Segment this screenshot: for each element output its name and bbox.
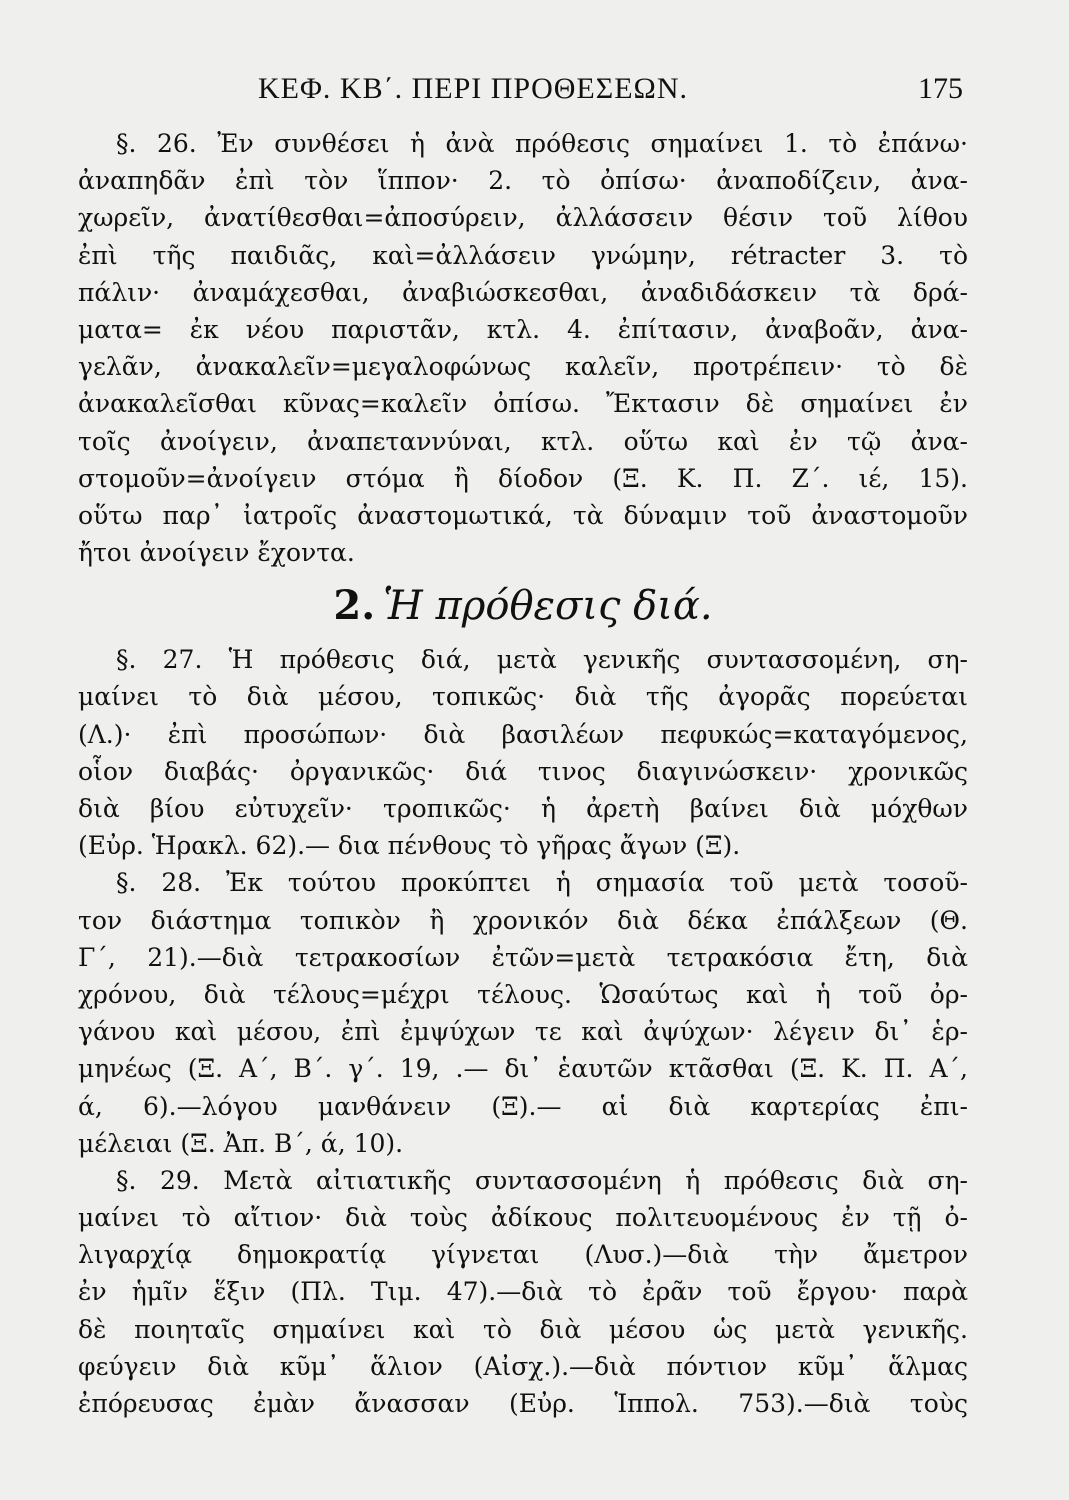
page-body <box>78 125 968 1422</box>
text-line: §. 29. Μετὰ αἰτιατικῆς συντασσομένη ἡ πρόθεσις διὰ ση- <box>116 1165 968 1195</box>
section-heading <box>78 571 968 641</box>
text-line: φεύγειν διὰ κῦμ᾽ ἅλιον (Αἰσχ.).—διὰ πόντιον κῦμ᾽ ἅλμας <box>78 1351 968 1381</box>
text-line: στομοῦν=ἀνοίγειν στόμα ἢ δίοδον (Ξ. Κ. Π. Ζ΄. ιέ, 15). <box>78 463 968 493</box>
chapter-title: ΚΕΦ. ΚΒ΄. ΠΕΡΙ ΠΡΟΘΕΣΕΩΝ. <box>258 72 688 105</box>
text-line: διὰ βίου εὐτυχεῖν· τροπικῶς· ἡ ἀρετὴ βαίνει διὰ μόχθων <box>78 794 968 823</box>
text-line: χρόνου, διὰ τέλους=μέχρι τέλους. Ὡσαύτως καὶ ἡ τοῦ ὀρ- <box>78 979 968 1009</box>
text-line: §. 26. Ἐν συνθέσει ἡ ἀνὰ πρόθεσις σημαίνει 1. τὸ ἐπάνω· <box>116 129 968 158</box>
text-line: ἐπὶ τῆς παιδιᾶς, καὶ=ἀλλάσειν γνώμην, rétracter 3. τὸ <box>78 240 968 270</box>
text-line: ά, 6).—λόγου μανθάνειν (Ξ).— αἱ διὰ καρτερίας ἐπι- <box>78 1091 968 1121</box>
text-line: ἀνακαλεῖσθαι κῦνας=καλεῖν ὀπίσω. Ἔκτασιν δὲ σημαίνει ἐν <box>78 389 968 419</box>
text-line: (Λ.)· ἐπὶ προσώπων· διὰ βασιλέων πεφυκώς=καταγόμενος, <box>78 719 968 749</box>
text-line: μέλειαι (Ξ. Ἀπ. Β΄, ά, 10). <box>78 1128 404 1158</box>
text-line: ματα= ἐκ νέου παριστᾶν, κτλ. 4. ἐπίτασιν, ἀναβοᾶν, ἀνα- <box>78 314 968 344</box>
text-line: γάνου καὶ μέσου, ἐπὶ ἐμψύχων τε καὶ ἀψύχων· λέγειν δι᾽ ἑρ- <box>78 1017 968 1047</box>
paragraph-29 <box>78 1162 968 1422</box>
text-line: πάλιν· ἀναμάχεσθαι, ἀναβιώσκεσθαι, ἀναδιδάσκειν τὰ δρά- <box>78 277 968 307</box>
text-line: λιγαρχίᾳ δημοκρατίᾳ γίγνεται (Λυσ.)—διὰ τὴν ἄμετρον <box>78 1240 968 1270</box>
text-line: Γ΄, 21).—διὰ τετρακοσίων ἐτῶν=μετὰ τετρακόσια ἔτη, διὰ <box>78 942 968 972</box>
text-line: μαίνει τὸ διὰ μέσου, τοπικῶς· διὰ τῆς ἀγορᾶς πορεύεται <box>78 682 968 712</box>
text-line: ἐπόρευσας ἐμὰν ἄνασσαν (Εὐρ. Ἱππολ. 753).—διὰ τοὺς <box>78 1389 968 1418</box>
text-line: μηνέως (Ξ. Α΄, Β΄. γ΄. 19, .— δι᾽ ἑαυτῶν κτᾶσθαι (Ξ. Κ. Π. Α΄, <box>78 1054 968 1084</box>
running-header <box>78 72 963 112</box>
text-line: §. 27. Ἡ πρόθεσις διά, μετὰ γενικῆς συντασσομένη, ση- <box>116 645 968 675</box>
section-number: 2. <box>333 582 376 630</box>
text-line: ἀναπηδᾶν ἐπὶ τὸν ἵππον· 2. τὸ ὀπίσω· ἀναποδίζειν, ἀνα- <box>78 166 968 196</box>
text-line: ἐν ἡμῖν ἕξιν (Πλ. Τιμ. 47).—διὰ τὸ ἐρᾶν τοῦ ἔργου· παρὰ <box>78 1277 968 1307</box>
page-number: 175 <box>918 72 963 105</box>
paragraph-28 <box>78 864 968 1162</box>
text-line: τοῖς ἀνοίγειν, ἀναπεταννύναι, κτλ. οὕτω καὶ ἐν τῷ ἀνα- <box>78 426 968 456</box>
text-line: οἷον διαβάς· ὀργανικῶς· διά τινος διαγινώσκειν· χρονικῶς <box>78 756 968 786</box>
text-line: §. 28. Ἐκ τούτου προκύπτει ἡ σημασία τοῦ μετὰ τοσοῦ- <box>116 868 968 898</box>
text-line: χωρεῖν, ἀνατίθεσθαι=ἀποσύρειν, ἀλλάσσειν θέσιν τοῦ λίθου <box>78 203 968 233</box>
paragraph-27 <box>78 641 968 864</box>
text-line: τον διάστημα τοπικὸν ἢ χρονικόν διὰ δέκα ἐπάλξεων (Θ. <box>78 905 968 935</box>
text-line: (Εὐρ. Ἡρακλ. 62).— δια πένθους τὸ γῆρας ἄγων (Ξ). <box>78 831 741 861</box>
text-line: δὲ ποιηταῖς σημαίνει καὶ τὸ διὰ μέσου ὡς μετὰ γενικῆς. <box>78 1314 968 1344</box>
text-line: ἤτοι ἀνοίγειν ἔχοντα. <box>78 538 355 568</box>
section-title: Ἡ πρόθεσις διά. <box>383 583 713 630</box>
text-line: γελᾶν, ἀνακαλεῖν=μεγαλοφώνως καλεῖν, προτρέπειν· τὸ δὲ <box>78 352 968 382</box>
text-line: μαίνει τὸ αἴτιον· διὰ τοὺς ἀδίκους πολιτευομένους ἐν τῇ ὀ- <box>78 1203 968 1233</box>
paragraph-26 <box>78 125 968 571</box>
text-line: οὕτω παρ᾽ ἰατροῖς ἀναστομωτικά, τὰ δύναμιν τοῦ ἀναστομοῦν <box>78 500 968 530</box>
